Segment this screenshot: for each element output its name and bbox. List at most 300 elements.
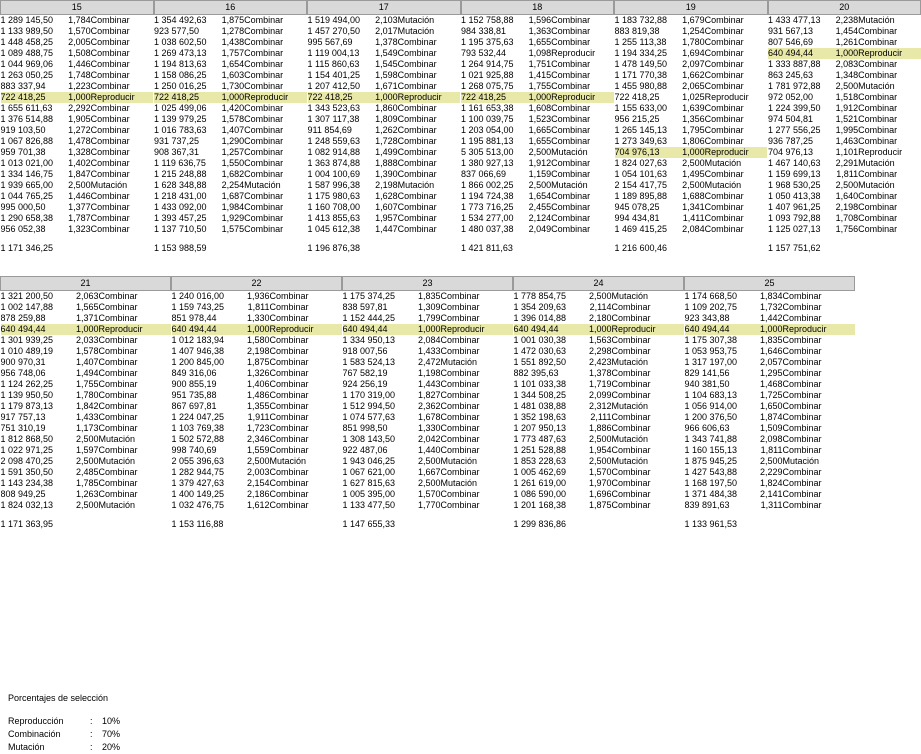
operation-cell: Combinar	[551, 213, 613, 224]
operation-cell: Combinar	[783, 423, 855, 434]
operation-cell: Combinar	[612, 368, 684, 379]
operation-cell: Combinar	[244, 26, 306, 37]
operation-cell: Reproducir	[441, 324, 513, 335]
average-blank-cell	[407, 519, 441, 530]
fitness-cell: 1,309	[407, 302, 441, 313]
fitness-cell: 1,545	[368, 59, 398, 70]
fitness-cell: 2,042	[407, 434, 441, 445]
table-row	[308, 213, 461, 224]
individual-value-cell: 722 418,25	[461, 92, 521, 103]
individual-value-cell: 1 481 038,88	[514, 401, 578, 412]
fitness-cell: 1,580	[236, 335, 270, 346]
table-row	[461, 59, 614, 70]
table-row	[768, 59, 921, 70]
table-row	[308, 158, 461, 169]
table-row	[343, 335, 513, 346]
table-row	[343, 456, 513, 467]
table-row	[615, 147, 768, 158]
table-row	[768, 26, 921, 37]
fitness-cell: 1,295	[749, 368, 783, 379]
individual-value-cell: 1 321 200,50	[1, 291, 65, 303]
individual-value-cell: 1 133 477,50	[343, 500, 407, 511]
operation-cell: Combinar	[612, 390, 684, 401]
footer-title: Porcentajes de selección	[8, 692, 142, 705]
footer-colon: :	[90, 715, 102, 728]
operation-cell: Mutación	[783, 456, 855, 467]
table-row	[514, 313, 684, 324]
individual-value-cell: 918 007,56	[343, 346, 407, 357]
table-row	[768, 191, 921, 202]
generation-table	[0, 276, 171, 530]
table-row	[172, 357, 342, 368]
fitness-cell: 2,455	[521, 202, 551, 213]
individual-value-cell: 1 268 075,75	[461, 81, 521, 92]
fitness-cell: 2,346	[236, 434, 270, 445]
operation-cell: Combinar	[783, 390, 855, 401]
table-row	[308, 169, 461, 180]
fitness-cell: 1,454	[828, 26, 858, 37]
operation-cell: Reproducir	[612, 324, 684, 335]
individual-value-cell: 1 195 375,63	[461, 37, 521, 48]
fitness-cell: 1,834	[749, 291, 783, 303]
footer-colon: :	[90, 728, 102, 741]
individual-value-cell: 1 290 658,38	[1, 213, 61, 224]
fitness-cell: 2,103	[368, 15, 398, 27]
individual-value-cell: 1 175 307,38	[685, 335, 749, 346]
fitness-cell: 1,261	[828, 37, 858, 48]
individual-value-cell: 1 824 027,63	[615, 158, 675, 169]
table-row	[514, 379, 684, 390]
operation-cell: Mutación	[398, 180, 460, 191]
operation-cell: Combinar	[91, 125, 153, 136]
generation-table	[614, 0, 768, 254]
operation-cell: Combinar	[612, 489, 684, 500]
fitness-cell: 1,407	[65, 357, 99, 368]
operation-cell: Combinar	[783, 467, 855, 478]
individual-value-cell: 1 472 030,63	[514, 346, 578, 357]
average-blank-cell-2	[705, 243, 767, 254]
individual-value-cell: 1 032 476,75	[172, 500, 236, 511]
footer-row	[8, 715, 142, 728]
fitness-cell: 1,433	[65, 412, 99, 423]
operation-cell: Combinar	[398, 59, 460, 70]
table-row	[172, 478, 342, 489]
table-row	[685, 390, 855, 401]
table-row	[615, 70, 768, 81]
table-row	[768, 48, 921, 59]
operation-cell: Combinar	[551, 70, 613, 81]
fitness-cell: 1,198	[407, 368, 441, 379]
fitness-cell: 1,263	[65, 489, 99, 500]
individual-value-cell: 1 371 484,38	[685, 489, 749, 500]
individual-value-cell: 1 171 770,38	[615, 70, 675, 81]
operation-cell: Mutación	[858, 81, 920, 92]
table-row	[514, 434, 684, 445]
individual-value-cell: 1 448 458,25	[1, 37, 61, 48]
individual-value-cell: 1 478 149,50	[615, 59, 675, 70]
individual-value-cell: 1 534 277,00	[461, 213, 521, 224]
table-row	[343, 291, 513, 303]
table-row	[308, 224, 461, 235]
fitness-cell: 1,290	[214, 136, 244, 147]
fitness-cell: 1,640	[828, 191, 858, 202]
operation-cell: Combinar	[705, 15, 767, 27]
individual-value-cell: 1 379 427,63	[172, 478, 236, 489]
average-blank-cell-2	[551, 243, 613, 254]
table-row	[1, 489, 171, 500]
operation-cell: Mutación	[99, 434, 171, 445]
average-blank-cell	[675, 243, 705, 254]
fitness-cell: 1,521	[828, 114, 858, 125]
fitness-cell: 1,478	[61, 136, 91, 147]
individual-value-cell: 1 125 027,13	[768, 224, 828, 235]
fitness-cell: 1,499	[368, 147, 398, 158]
operation-cell: Combinar	[99, 291, 171, 303]
individual-value-cell: 1 343 741,88	[685, 434, 749, 445]
table-row	[308, 59, 461, 70]
table-row	[1, 224, 154, 235]
operation-cell: Combinar	[858, 191, 920, 202]
fitness-cell: 2,124	[521, 213, 551, 224]
generation-header: 22	[172, 277, 342, 291]
table-row	[685, 335, 855, 346]
individual-value-cell: 1 103 769,38	[172, 423, 236, 434]
individual-value-cell: 1 519 494,00	[308, 15, 368, 27]
fitness-cell: 1,911	[236, 412, 270, 423]
individual-value-cell: 1 269 473,13	[154, 48, 214, 59]
table-row	[154, 213, 307, 224]
average-blank-cell	[61, 243, 91, 254]
fitness-cell: 1,341	[675, 202, 705, 213]
fitness-cell: 2,114	[578, 302, 612, 313]
operation-cell: Combinar	[270, 291, 342, 303]
individual-value-cell: 1 200 376,50	[685, 412, 749, 423]
table-row	[685, 302, 855, 313]
operation-cell: Combinar	[99, 313, 171, 324]
fitness-cell: 1,847	[61, 169, 91, 180]
table-row	[1, 467, 171, 478]
fitness-cell: 2,500	[521, 147, 551, 158]
operation-cell: Combinar	[91, 213, 153, 224]
individual-value-cell: 1 074 577,63	[343, 412, 407, 423]
average-blank-cell	[236, 519, 270, 530]
individual-value-cell: 1 344 508,25	[514, 390, 578, 401]
operation-cell: Mutación	[270, 456, 342, 467]
fitness-cell: 1,596	[521, 15, 551, 27]
fitness-cell: 2,198	[828, 202, 858, 213]
table-row	[343, 500, 513, 511]
individual-value-cell: 2 055 396,63	[172, 456, 236, 467]
table-row	[1, 423, 171, 434]
operation-cell: Combinar	[398, 125, 460, 136]
individual-value-cell: 919 103,50	[1, 125, 61, 136]
fitness-cell: 1,806	[675, 136, 705, 147]
individual-value-cell: 1 277 556,25	[768, 125, 828, 136]
individual-value-cell: 1 773 487,63	[514, 434, 578, 445]
operation-cell: Combinar	[783, 291, 855, 303]
fitness-cell: 1,795	[675, 125, 705, 136]
individual-value-cell: 1 100 039,75	[461, 114, 521, 125]
individual-value-cell: 1 261 619,00	[514, 478, 578, 489]
table-row	[154, 70, 307, 81]
table-row	[343, 423, 513, 434]
table-row	[1, 390, 171, 401]
table-row	[172, 456, 342, 467]
operation-cell: Mutación	[441, 456, 513, 467]
operation-cell: Combinar	[783, 346, 855, 357]
operation-cell: Combinar	[398, 158, 460, 169]
individual-value-cell: 1 152 758,88	[461, 15, 521, 27]
table-row	[172, 368, 342, 379]
operation-cell: Combinar	[705, 59, 767, 70]
fitness-cell: 1,495	[675, 169, 705, 180]
operation-cell: Combinar	[99, 390, 171, 401]
operation-cell: Combinar	[244, 136, 306, 147]
fitness-cell: 2,500	[236, 456, 270, 467]
fitness-cell: 1,257	[214, 147, 244, 158]
individual-value-cell: 1 396 014,88	[514, 313, 578, 324]
operation-cell: Combinar	[244, 224, 306, 235]
fitness-cell: 1,607	[368, 202, 398, 213]
individual-value-cell: 1 943 046,25	[343, 456, 407, 467]
individual-value-cell: 1 200 845,00	[172, 357, 236, 368]
fitness-cell: 1,688	[675, 191, 705, 202]
fitness-cell: 1,420	[214, 103, 244, 114]
table-row	[768, 70, 921, 81]
table-row	[768, 202, 921, 213]
individual-value-cell: 936 787,25	[768, 136, 828, 147]
individual-value-cell: 1 067 621,00	[343, 467, 407, 478]
operation-cell: Combinar	[783, 489, 855, 500]
table-row	[1, 445, 171, 456]
fitness-cell: 1,665	[521, 125, 551, 136]
fitness-cell: 1,348	[828, 70, 858, 81]
table-row	[308, 37, 461, 48]
operation-cell: Combinar	[441, 445, 513, 456]
average-value-cell: 1 133 961,53	[685, 519, 749, 530]
table-row	[461, 103, 614, 114]
operation-cell: Combinar	[91, 15, 153, 27]
operation-cell: Combinar	[244, 169, 306, 180]
table-row	[343, 401, 513, 412]
average-blank-cell-2	[612, 519, 684, 530]
operation-cell: Reproducir	[91, 92, 153, 103]
table-row	[615, 136, 768, 147]
fitness-cell: 1,000	[675, 147, 705, 158]
fitness-cell: 1,000	[214, 92, 244, 103]
fitness-cell: 1,875	[236, 357, 270, 368]
fitness-cell: 1,371	[65, 313, 99, 324]
individual-value-cell: 1 175 374,25	[343, 291, 407, 303]
individual-value-cell: 1 224 399,50	[768, 103, 828, 114]
operation-cell: Combinar	[244, 213, 306, 224]
fitness-cell: 1,603	[214, 70, 244, 81]
individual-value-cell: 1 250 016,25	[154, 81, 214, 92]
fitness-cell: 1,905	[61, 114, 91, 125]
operation-cell: Combinar	[91, 114, 153, 125]
operation-cell: Combinar	[270, 302, 342, 313]
table-row	[154, 15, 307, 27]
table-row	[461, 81, 614, 92]
operation-cell: Reproducir	[99, 324, 171, 335]
individual-value-cell: 1 183 732,88	[615, 15, 675, 27]
footer-label: Mutación	[8, 741, 90, 754]
fitness-cell: 1,811	[828, 169, 858, 180]
table-row	[685, 368, 855, 379]
table-row	[768, 81, 921, 92]
spacer-cell	[343, 511, 513, 519]
operation-cell: Mutación	[858, 158, 920, 169]
individual-value-cell: 931 737,25	[154, 136, 214, 147]
individual-value-cell: 849 316,06	[172, 368, 236, 379]
individual-value-cell: 1 054 101,63	[615, 169, 675, 180]
individual-value-cell: 1 143 234,38	[1, 478, 65, 489]
table-row	[172, 434, 342, 445]
operation-cell: Combinar	[270, 368, 342, 379]
table-row	[154, 81, 307, 92]
table-row	[461, 125, 614, 136]
operation-cell: Combinar	[858, 26, 920, 37]
operation-cell: Combinar	[705, 103, 767, 114]
average-blank-cell	[65, 519, 99, 530]
fitness-cell: 2,472	[407, 357, 441, 368]
operation-cell: Reproducir	[705, 147, 767, 158]
operation-cell: Combinar	[91, 70, 153, 81]
operation-cell: Mutación	[858, 15, 920, 27]
operation-cell: Combinar	[91, 103, 153, 114]
generation-table	[307, 0, 461, 254]
table-row	[461, 158, 614, 169]
individual-value-cell: 1 056 914,00	[685, 401, 749, 412]
average-blank-cell	[521, 243, 551, 254]
operation-cell: Combinar	[551, 169, 613, 180]
fitness-cell: 1,223	[61, 81, 91, 92]
table-row	[1, 357, 171, 368]
generation-header: 16	[154, 1, 307, 15]
generation-header: 15	[1, 1, 154, 15]
operation-cell: Combinar	[398, 103, 460, 114]
table-row	[172, 313, 342, 324]
table-row	[343, 412, 513, 423]
individual-value-cell: 1 159 699,13	[768, 169, 828, 180]
operation-cell: Reproducir	[858, 147, 920, 158]
individual-value-cell: 1 160 155,13	[685, 445, 749, 456]
individual-value-cell: 1 154 401,25	[308, 70, 368, 81]
fitness-cell: 2,003	[236, 467, 270, 478]
generation-table	[154, 0, 308, 254]
fitness-cell: 1,662	[675, 70, 705, 81]
individual-value-cell: 704 976,13	[768, 147, 828, 158]
individual-value-cell: 1 207 412,50	[308, 81, 368, 92]
fitness-cell: 1,377	[61, 202, 91, 213]
fitness-cell: 1,784	[61, 15, 91, 27]
table-row	[1, 401, 171, 412]
average-row	[514, 519, 684, 530]
spacer-cell	[768, 235, 921, 243]
operation-cell: Mutación	[551, 147, 613, 158]
table-row	[514, 324, 684, 335]
table-row	[308, 92, 461, 103]
fitness-cell: 2,099	[578, 390, 612, 401]
table-row	[1, 180, 154, 191]
individual-value-cell: 1 333 887,88	[768, 59, 828, 70]
operation-cell: Mutación	[551, 180, 613, 191]
individual-value-cell: 1 025 499,06	[154, 103, 214, 114]
table-row	[1, 48, 154, 59]
average-blank-cell-2	[244, 243, 306, 254]
fitness-cell: 1,254	[675, 26, 705, 37]
spacer-cell	[172, 511, 342, 519]
operation-cell: Combinar	[551, 26, 613, 37]
fitness-cell: 1,728	[368, 136, 398, 147]
fitness-cell: 2,198	[236, 346, 270, 357]
individual-value-cell: 1 158 086,25	[154, 70, 214, 81]
table-row	[154, 59, 307, 70]
table-row	[768, 147, 921, 158]
individual-value-cell: 1 301 939,25	[1, 335, 65, 346]
fitness-cell: 1,262	[368, 125, 398, 136]
operation-cell: Combinar	[441, 467, 513, 478]
table-row	[172, 412, 342, 423]
individual-value-cell: 1 175 980,63	[308, 191, 368, 202]
fitness-cell: 2,097	[675, 59, 705, 70]
operation-cell: Combinar	[858, 213, 920, 224]
operation-cell: Combinar	[783, 500, 855, 511]
fitness-cell: 1,654	[214, 59, 244, 70]
generation-block	[0, 0, 921, 254]
fitness-cell: 1,748	[61, 70, 91, 81]
operation-cell: Combinar	[270, 445, 342, 456]
fitness-cell: 1,438	[214, 37, 244, 48]
operation-cell: Mutación	[398, 26, 460, 37]
fitness-cell: 1,995	[828, 125, 858, 136]
fitness-cell: 1,811	[236, 302, 270, 313]
operation-cell: Combinar	[244, 202, 306, 213]
operation-cell: Combinar	[244, 37, 306, 48]
fitness-cell: 2,500	[578, 291, 612, 303]
operation-cell: Combinar	[783, 445, 855, 456]
average-blank-cell	[828, 243, 858, 254]
table-row	[461, 48, 614, 59]
individual-value-cell: 1 005 395,00	[343, 489, 407, 500]
average-blank-cell	[578, 519, 612, 530]
table-row	[685, 434, 855, 445]
individual-value-cell: 1 812 868,50	[1, 434, 65, 445]
operation-cell: Combinar	[612, 445, 684, 456]
table-row	[461, 224, 614, 235]
table-row	[615, 59, 768, 70]
table-row	[768, 15, 921, 27]
average-blank-cell-2	[441, 519, 513, 530]
individual-value-cell: 640 494,44	[768, 48, 828, 59]
operation-cell: Combinar	[441, 335, 513, 346]
operation-cell: Combinar	[441, 500, 513, 511]
operation-cell: Reproducir	[270, 324, 342, 335]
individual-value-cell: 1 773 716,25	[461, 202, 521, 213]
table-row	[768, 125, 921, 136]
table-row	[685, 445, 855, 456]
fitness-cell: 2,500	[407, 456, 441, 467]
table-row	[1, 434, 171, 445]
fitness-cell: 1,570	[61, 26, 91, 37]
fitness-cell: 1,597	[65, 445, 99, 456]
individual-value-cell: 883 819,38	[615, 26, 675, 37]
individual-value-cell: 722 418,25	[308, 92, 368, 103]
table-row	[1, 324, 171, 335]
individual-value-cell: 924 256,19	[343, 379, 407, 390]
operation-cell: Combinar	[441, 423, 513, 434]
table-row	[514, 390, 684, 401]
